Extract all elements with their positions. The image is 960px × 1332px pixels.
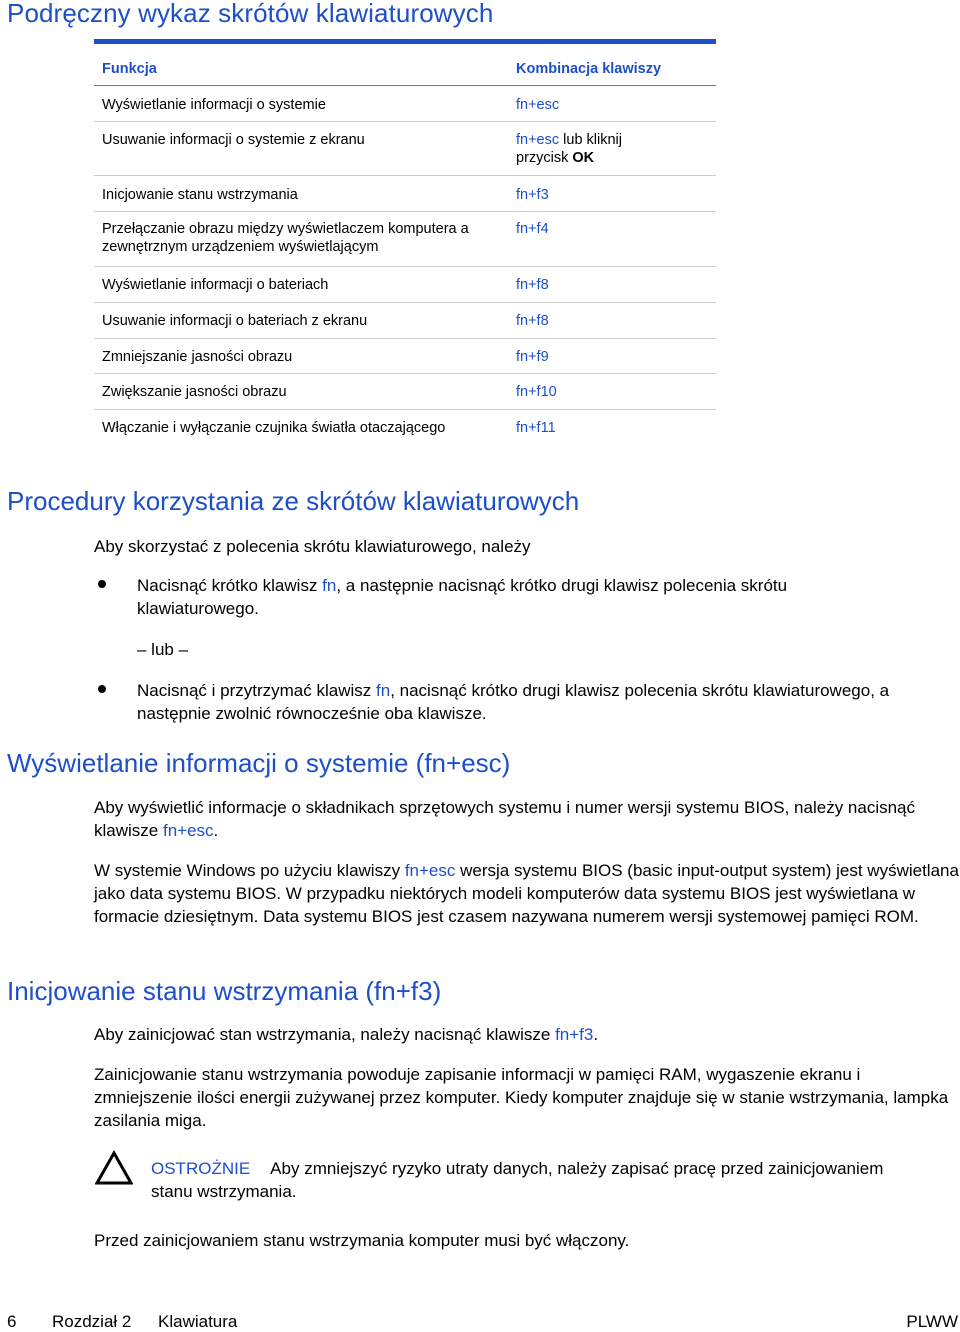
chapter-label: Rozdział 2: [52, 1312, 132, 1331]
table-row: [94, 339, 716, 374]
row-function: Włączanie i wyłączanie czujnika światła otaczającego: [102, 420, 446, 436]
row-function: Usuwanie informacji o systemie z ekranu: [102, 132, 365, 148]
chapter-title: Klawiatura: [158, 1312, 238, 1331]
table-row: [94, 267, 716, 303]
standby-heading: Inicjowanie stanu wstrzymania (fn+f3): [7, 976, 442, 1006]
procedures-heading: Procedury korzystania ze skrótów klawiaturowych: [7, 486, 580, 516]
bullet-item-1: Nacisnąć krótko klawisz fn, a następnie nacisnąć krótko drugi klawisz polecenia skrótu klawiaturowego.: [137, 576, 788, 618]
table-row: [94, 212, 716, 267]
row-function: Zwiększanie jasności obrazu: [102, 384, 287, 400]
table-row: [94, 303, 716, 339]
or-separator: – lub –: [137, 640, 189, 659]
header-function: Funkcja: [102, 61, 157, 77]
sysinfo-heading: Wyświetlanie informacji o systemie (fn+esc): [7, 748, 511, 778]
standby-paragraph-1: Aby zainicjować stan wstrzymania, należy nacisnąć klawisze fn+f3.: [94, 1025, 599, 1044]
footer-brand: PLWW: [906, 1312, 958, 1331]
row-function: Usuwanie informacji o bateriach z ekranu: [102, 313, 368, 329]
procedures-intro: Aby skorzystać z polecenia skrótu klawiaturowego, należy: [94, 537, 531, 556]
shortcut-table: [94, 39, 716, 446]
row-keys: fn+esc: [516, 132, 560, 148]
fn-key: fn: [376, 681, 391, 700]
bullet-icon: [98, 685, 106, 693]
sysinfo-paragraph-2: W systemie Windows po użyciu klawiszy fn+esc wersja systemu BIOS (basic input-output system) jest wyświetlana jako data systemu BIOS. W przypadku niektórych modeli komputerów data systemu BIOS jest wyświetlana w formacie dziesiętnym. Data systemu BIOS jest czasem nazywana numerem wersji systemowej pamięci ROM.: [94, 861, 959, 926]
fn-key: fn: [322, 576, 337, 595]
table-row: [94, 374, 716, 410]
page-number: 6: [7, 1312, 17, 1331]
fn-esc-key: fn+esc: [404, 861, 456, 880]
table-row: [94, 122, 716, 176]
row-keys: fn+f10: [516, 384, 557, 400]
row-keys: fn+f8: [516, 313, 549, 329]
row-keys: fn+f8: [516, 277, 549, 293]
sysinfo-paragraph-1: Aby wyświetlić informacje o składnikach sprzętowych systemu i numer wersji systemu BIOS, należy nacisnąć klawisze fn+esc.: [94, 798, 916, 840]
row-function: Wyświetlanie informacji o bateriach: [102, 277, 329, 293]
bullet-icon: [98, 580, 106, 588]
page-title: Podręczny wykaz skrótów klawiaturowych: [7, 0, 494, 28]
row-function: Zmniejszanie jasności obrazu: [102, 349, 293, 365]
row-keys: fn+f11: [516, 420, 556, 436]
fn-f3-key: fn+f3: [555, 1025, 594, 1044]
table-row: [94, 176, 716, 212]
row-keys: fn+esc: [516, 97, 560, 113]
row-keys: fn+f9: [516, 349, 549, 365]
ok-label: OK: [572, 150, 595, 166]
caution-note: OSTROŻNIE Aby zmniejszyć ryzyko utraty danych, należy zapisać pracę przed zainicjowaniem stanu wstrzymania.: [151, 1159, 884, 1201]
caution-label: OSTROŻNIE: [151, 1159, 251, 1178]
row-keys: fn+f3: [516, 187, 549, 203]
table-header: [94, 44, 716, 86]
row-function: Wyświetlanie informacji o systemie: [102, 97, 326, 113]
standby-paragraph-3: Przed zainicjowaniem stanu wstrzymania komputer musi być włączony.: [94, 1231, 630, 1250]
row-function: Przełączanie obrazu między wyświetlaczem komputera a zewnętrznym urządzeniem wyświetlającym: [102, 221, 469, 255]
row-keys-suffix: lub kliknij przycisk: [516, 132, 622, 166]
table-row: [94, 410, 716, 446]
standby-paragraph-2: Zainicjowanie stanu wstrzymania powoduje zapisanie informacji w pamięci RAM, wygaszenie ekranu i zmniejszenie ilości energii zużywanej przez komputer. Kiedy komputer znajduje się w stanie wstrzymania, lampka zasilania miga.: [94, 1065, 949, 1130]
table-row: [94, 86, 716, 122]
caution-icon: [95, 1150, 133, 1186]
bullet-item-2: Nacisnąć i przytrzymać klawisz fn, nacisnąć krótko drugi klawisz polecenia skrótu klawiaturowego, a następnie zwolnić równocześnie oba klawisze.: [137, 681, 890, 723]
header-keys: Kombinacja klawiszy: [516, 61, 662, 77]
row-keys: fn+f4: [516, 221, 549, 237]
fn-esc-key: fn+esc: [162, 821, 214, 840]
row-function: Inicjowanie stanu wstrzymania: [102, 187, 298, 203]
